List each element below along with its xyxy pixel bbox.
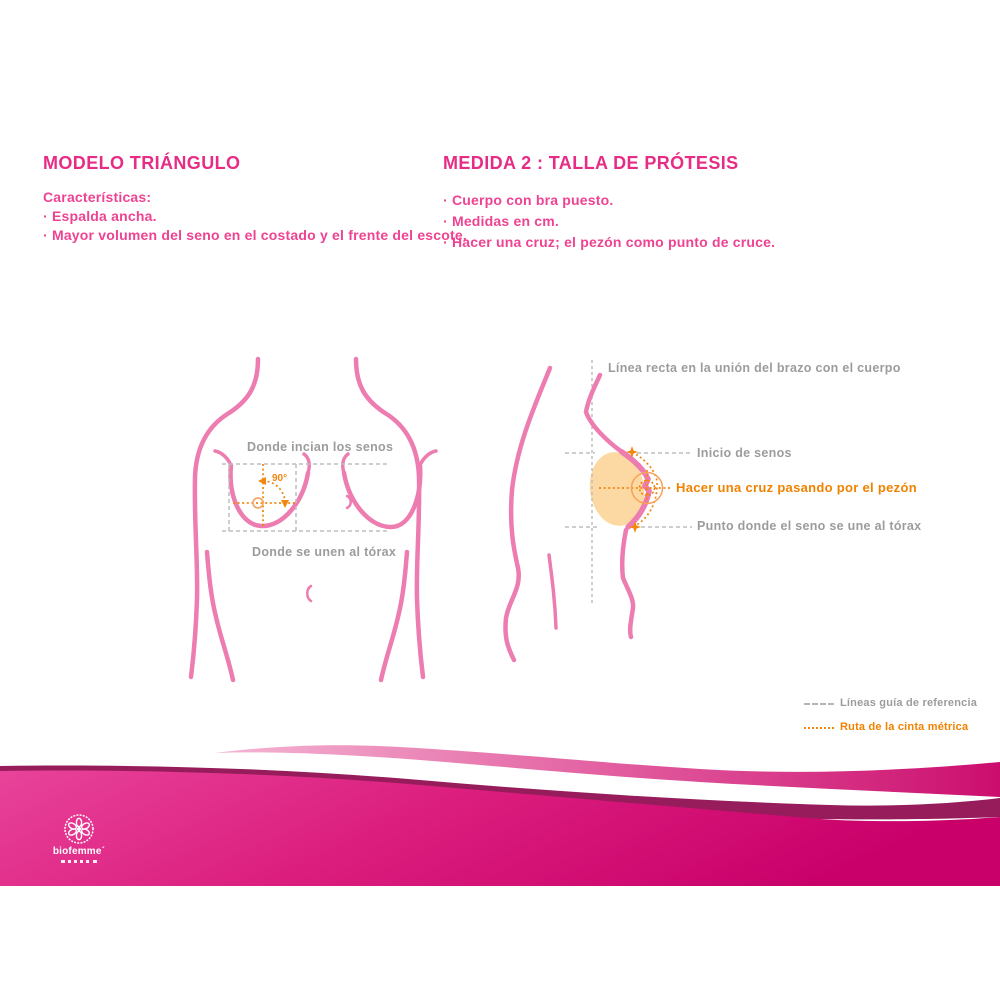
front-label-breast-start: Donde incian los senos xyxy=(247,440,394,454)
left-panel-bullet-list xyxy=(43,207,467,245)
angle-arc xyxy=(263,481,285,503)
angle-value-label: 90° xyxy=(272,473,288,484)
right-bullet-2: · Medidas en cm. xyxy=(443,213,560,229)
left-panel xyxy=(43,153,467,245)
brand-logo xyxy=(47,813,111,869)
side-label-breast-start: Inicio de senos xyxy=(697,446,792,460)
nipple-mark xyxy=(347,496,351,508)
logo-tagline xyxy=(61,860,97,863)
legend-label-tape: Ruta de la cinta métrica xyxy=(840,721,969,733)
side-belly-line xyxy=(622,530,633,637)
right-panel xyxy=(443,153,775,253)
front-right-waist-line xyxy=(381,552,407,680)
front-breast-tails xyxy=(215,451,436,473)
front-right-breast-curve xyxy=(344,465,420,527)
side-label-breast-end: Punto donde el seno se une al tórax xyxy=(697,519,922,533)
front-left-waist-line xyxy=(207,552,233,680)
side-label-cross: Hacer una cruz pasando por el pezón xyxy=(676,480,917,495)
left-panel-heading: MODELO TRIÁNGULO xyxy=(43,153,241,173)
right-panel-bullet-list xyxy=(443,190,775,253)
front-left-arm-line xyxy=(191,359,258,677)
logo-emblem-icon xyxy=(47,813,111,847)
left-bullet-1: · Espalda ancha. xyxy=(43,208,157,224)
left-panel-intro: Características: xyxy=(43,189,152,205)
front-label-breast-end: Donde se unen al tórax xyxy=(252,545,397,559)
front-torso-diagram xyxy=(170,355,440,695)
side-back-line xyxy=(505,368,550,660)
left-bullet-2: · Mayor volumen del seno en el costado y el frente del escote. xyxy=(43,227,467,243)
navel-mark xyxy=(307,586,311,601)
right-bullet-3: · Hacer una cruz; el pezón como punto de cruce. xyxy=(443,234,776,250)
legend-label-reference: Líneas guía de referencia xyxy=(840,697,978,709)
right-panel-heading: MEDIDA 2 : TALLA DE PRÓTESIS xyxy=(443,153,739,173)
front-figure-outline xyxy=(191,359,436,680)
right-bullet-1: · Cuerpo con bra puesto. xyxy=(443,192,614,208)
side-label-arm-line: Línea recta en la unión del brazo con el cuerpo xyxy=(608,361,901,375)
footer-wave xyxy=(0,735,1000,900)
dashed-line-swatch xyxy=(804,703,834,705)
dotted-line-swatch xyxy=(804,727,834,729)
side-inner-back-line xyxy=(549,555,556,628)
side-torso-diagram xyxy=(495,350,915,750)
logo-wordmark: biofemme´ xyxy=(52,846,106,857)
